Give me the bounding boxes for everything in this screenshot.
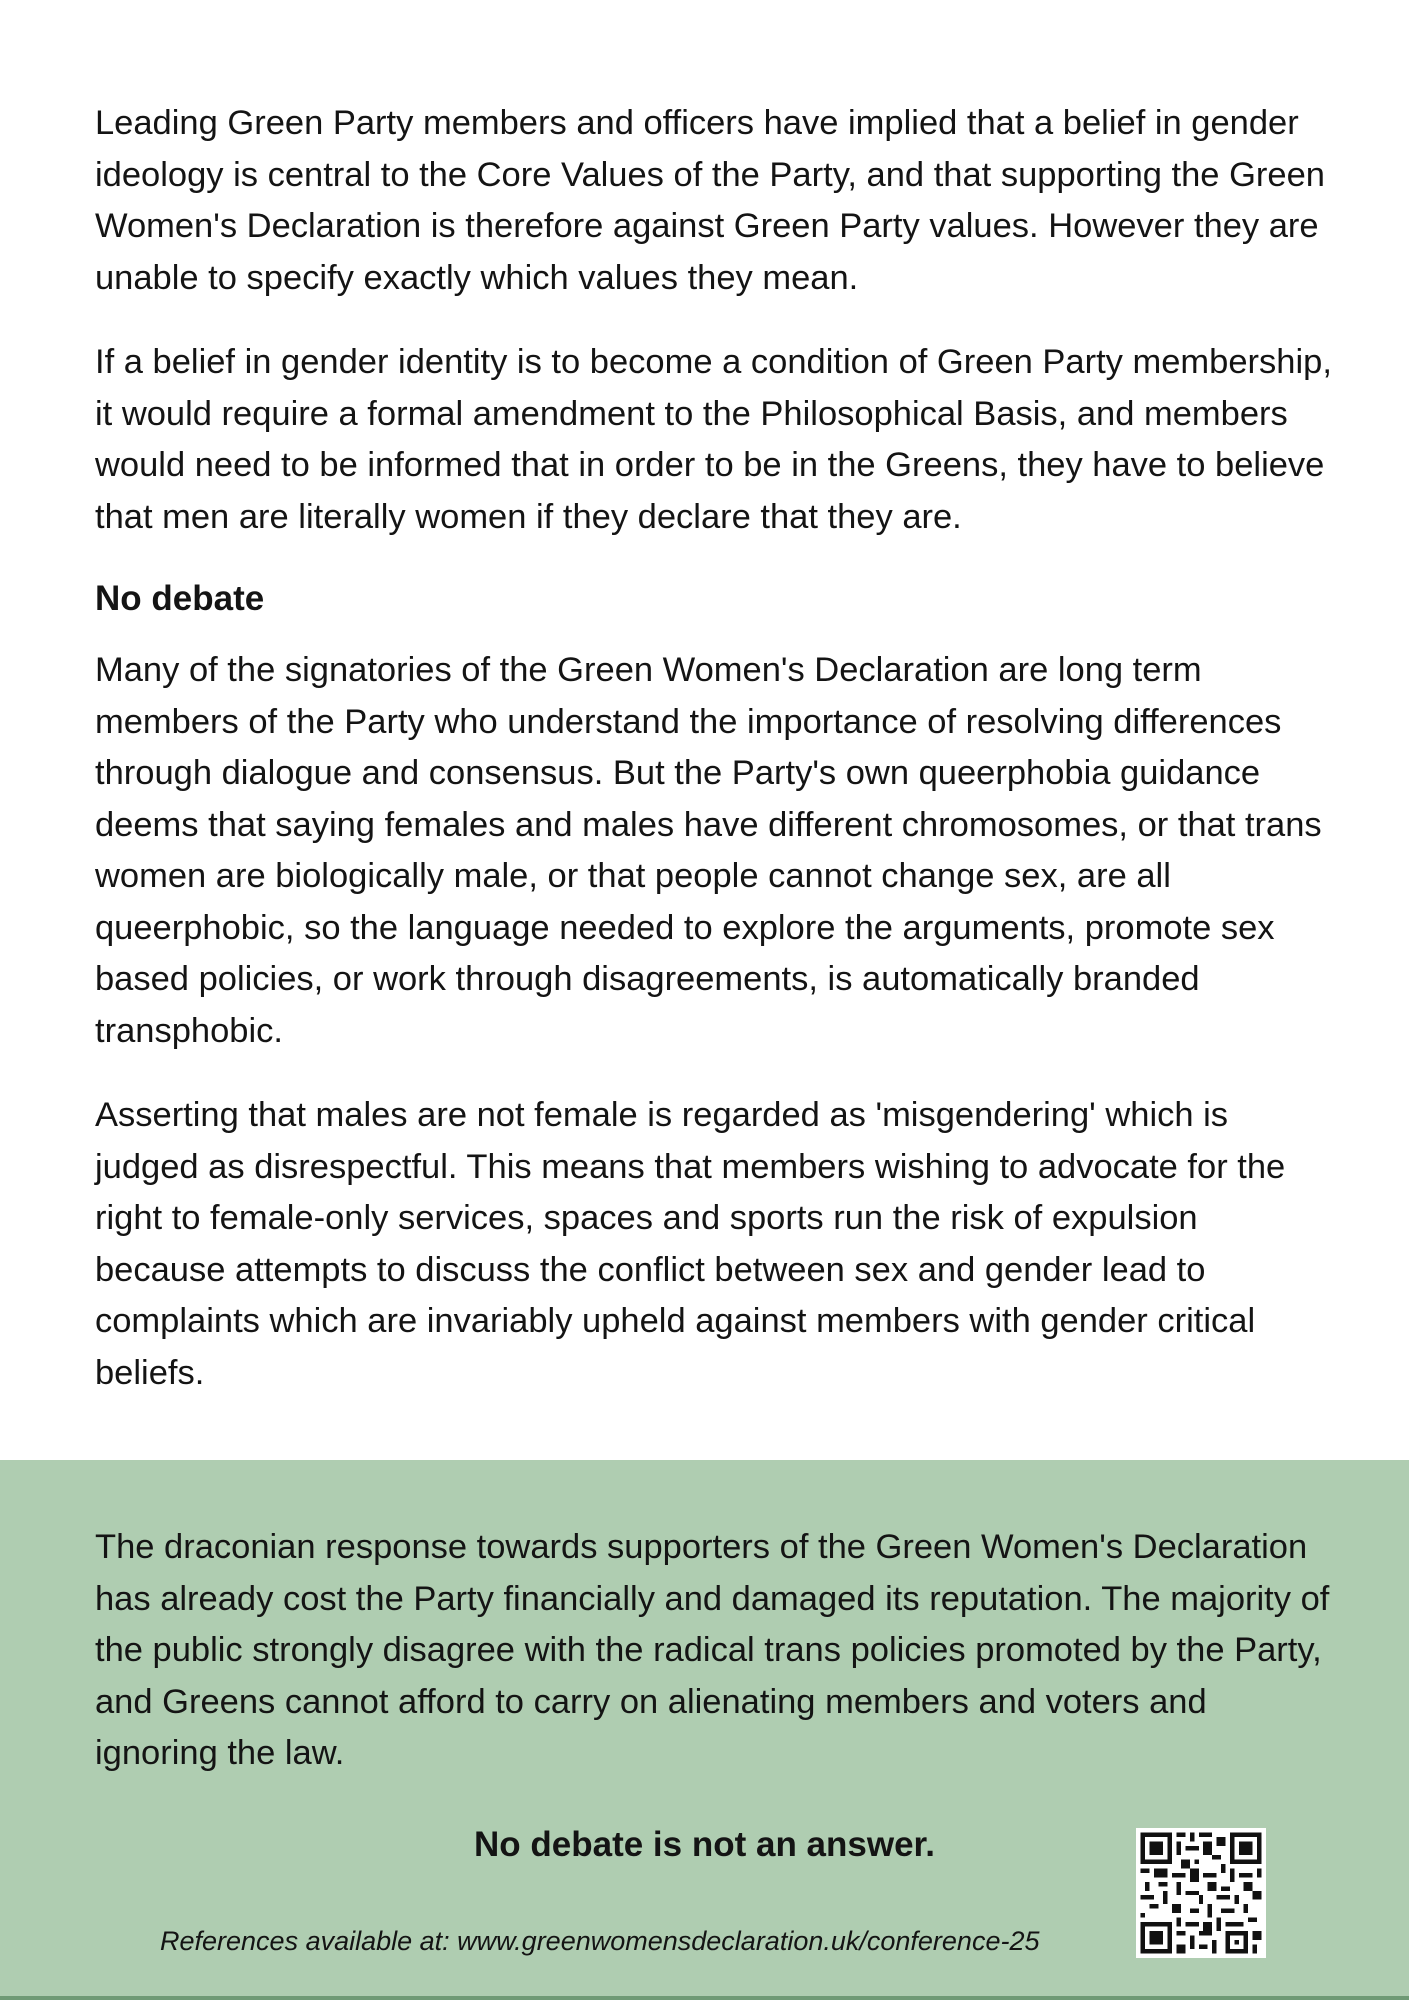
callout-paragraph: The draconian response towards supporters of the Green Women's Declaration has already cost the Party financially and damaged its reputation. The majority of the public strongly disagree with the radical trans policies promoted by the Party, and Greens cannot afford to carry on alienating members and voters and ignoring the law.: [95, 1528, 1330, 1772]
qr-code-icon: [1136, 1828, 1266, 1958]
references-line: References available at: www.greenwomensdeclaration.uk/conference-25: [160, 1926, 1040, 1956]
paragraph-signatories: Many of the signatories of the Green Women's Declaration are long term members of the Party who understand the importance of resolving differences through dialogue and consensus. But the Party's own queerphobia guidance deems that saying females and males have different chromosomes, or that trans women are biologically male, or that people cannot change sex, are all queerphobic, so the language needed to explore the arguments, promote sex based policies, or work through disagreements, is automatically branded transphobic.: [95, 651, 1322, 1050]
bottom-border: [0, 1996, 1409, 2000]
body-text: [95, 98, 1335, 1432]
paragraph-membership-condition: If a belief in gender identity is to become a condition of Green Party membership, it would require a formal amendment to the Philosophical Basis, and members would need to be informed that in order to be in the Greens, they have to believe that men are literally women if they declare that they are.: [95, 343, 1332, 536]
paragraph-misgendering: Asserting that males are not female is regarded as 'misgendering' which is judged as disrespectful. This means that members wishing to advocate for the right to female-only services, spaces and sports run the risk of expulsion because attempts to discuss the conflict between sex and gender lead to complaints which are invariably upheld against members with gender critical beliefs.: [95, 1096, 1286, 1392]
section-heading: No debate: [95, 579, 265, 618]
green-callout-box: [0, 1460, 1409, 2000]
call-to-action: No debate is not an answer.: [474, 1825, 935, 1864]
paragraph-core-values: Leading Green Party members and officers have implied that a belief in gender ideology is central to the Core Values of the Party, and that supporting the Green Women's Declaration is therefore against Green Party values. However they are unable to specify exactly which values they mean.: [95, 104, 1325, 297]
